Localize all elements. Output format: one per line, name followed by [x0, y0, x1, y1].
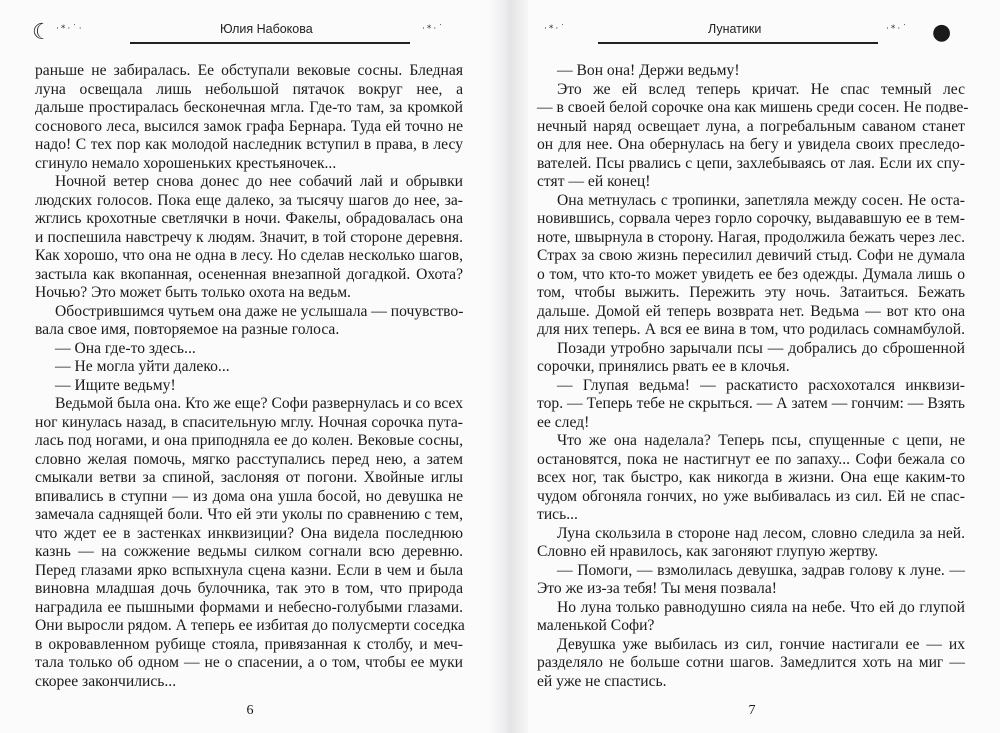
text-line: он для нее. Она обернулась на бегу и увидела своих преследо-	[537, 136, 965, 153]
text-line: что ждет ее в застенках инквизиции? Она видела последнюю	[35, 524, 463, 542]
text-line: тор. — Теперь тебе не скрыться. — А затем — гончим: — Взять	[537, 395, 965, 412]
text-line: ноте, швырнула в сторону. Нагая, продолжила бежать через лес.	[537, 228, 965, 246]
text-line: ног кинулась назад, в спасительную мглу. Ночная сорочка пута-	[35, 413, 463, 431]
text-line: маленькой Софи?	[537, 617, 655, 634]
text-line: о том, что кто-то может увидеть ее без одежды. Думала лишь о	[537, 265, 965, 283]
text-line: Страх за свою жизнь пересилил девичий стыд. Софи не думала	[537, 247, 965, 264]
text-line: — Вон она! Держи ведьму!	[557, 62, 740, 79]
stars-icon: ·*·˙	[422, 24, 445, 34]
text-line: жглись крохотные светлячки в ночи. Факелы, обрадовалась она	[35, 210, 463, 227]
left-page	[30, 0, 470, 733]
right-page	[532, 0, 972, 733]
text-line: — Ищите ведьму!	[55, 376, 176, 394]
text-line: — Помоги, — взмолилась девушка, задрав голову к луне. —	[557, 561, 965, 579]
text-line: ей уже не спастись.	[537, 672, 667, 690]
text-line: — Глупая ведьма! — раскатисто расхохотался инквизи-	[557, 376, 965, 394]
running-header	[30, 20, 470, 50]
stars-icon: ·*·˙	[544, 24, 567, 34]
text-line: и поспешила навстречу к людям. Значит, в той стороне деревня.	[35, 228, 463, 246]
text-line: стят — ей конец!	[537, 173, 651, 190]
text-line: Что же она наделала? Теперь псы, спущенные с цепи, не	[557, 432, 965, 449]
text-line: Обострившимся чутьем она даже не услышала — почувство-	[55, 302, 464, 320]
text-line: казнь — на сожжение ведьмы силком согнали всю деревню.	[35, 543, 463, 560]
stars-icon: ·*·˙	[886, 24, 909, 34]
text-line: надо! С тех пор как молодой наследник вступил в права, в лесу	[35, 136, 463, 153]
text-line: — в своей белой сорочке она как мишень среди сосен. Не подве-	[537, 99, 969, 116]
page-text	[537, 62, 969, 691]
text-line: вала свое имя, повторяемое на разные голоса.	[35, 321, 340, 338]
text-line: том, чтобы выжить. Пережить эту ночь. Затаиться. Бежать	[537, 284, 965, 301]
page-text	[35, 62, 463, 691]
text-line: для них теперь. А вся ее вина в том, что родилась сомнамбулой.	[537, 321, 965, 338]
text-line: нечный наряд освещает луна, а погребальным саваном станет	[537, 117, 965, 135]
crescent-moon-icon: ☾	[32, 20, 52, 45]
text-line: тала только об одном — не о спасении, а о том, чтобы ее муки	[35, 654, 463, 671]
text-line: Перед глазами ярко вспыхнула сцена казни. Если в чем и была	[35, 561, 463, 579]
text-line: дальше простиралась бесконечная мгла. Где-то там, за кромкой	[35, 99, 463, 116]
text-line: Позади утробно зарычали псы — добрались до сброшенной	[557, 339, 965, 357]
text-line: — Она где-то здесь...	[55, 339, 196, 357]
text-line: луна освещала лишь небольшой пятачок вокруг нее, а	[35, 80, 463, 98]
author-name: Юлия Набокова	[220, 22, 313, 36]
header-rule	[130, 42, 410, 44]
text-line: словно желая помочь, мягко расступались перед нею, а затем	[35, 450, 463, 468]
text-line: скорее закончились...	[35, 672, 177, 690]
text-line: Словно ей нравилось, как загоняют глупую жертву.	[537, 543, 879, 560]
text-line: дальше. Домой ей теперь возврата нет. Ведьма — вот кто она	[537, 302, 965, 320]
text-line: Но луна только равнодушно сияла на небе. Что ей до глупой	[557, 598, 965, 616]
text-line: разделяло не больше сотни шагов. Замедлится хоть на миг —	[537, 654, 965, 671]
text-line: сгинуло немало хорошеньких крестьяночек...	[35, 154, 337, 172]
text-line: Она метнулась с тропинки, запетляла между сосен. Не оста-	[557, 191, 965, 209]
text-line: тись...	[537, 506, 578, 523]
text-line: Это же ей вслед теперь кричат. Не спас темный лес	[557, 80, 965, 98]
text-line: остановятся, пока не настигнут ее по запаху... Софи бежала со	[537, 450, 965, 468]
text-line: замечала саднящей боли. Что ей эти уколы по сравнению с тем,	[35, 506, 463, 523]
stars-icon: ·*·˙·	[56, 24, 84, 34]
text-line: Девушка уже выбилась из сил, гончие настигали ее — их	[557, 635, 965, 653]
text-line: лась под ногами, и она приподняла ее до колен. Вековые сосны,	[35, 432, 463, 449]
text-line: — Не могла уйти далеко...	[55, 358, 230, 375]
text-line: ее след!	[537, 413, 590, 431]
text-line: застыла как вкопанная, осененная внезапной догадкой. Охота?	[35, 265, 463, 283]
text-line: всех ног, так быстро, как никогда в жизни. Она еще каким-то	[537, 469, 965, 486]
text-line: виновна младшая дочь булочника, так это в том, что природа	[35, 580, 463, 597]
text-line: Ведьмой была она. Кто же еще? Софи развернулась и со всех	[55, 395, 463, 412]
book-title: Лунатики	[708, 22, 762, 36]
text-line: в окровавленном рубище стояла, привязанная к столбу, и меч-	[35, 635, 463, 653]
text-line: впивались в ступни — из дома она ушла босой, но девушка не	[35, 487, 463, 505]
text-line: соснового леса, высился замок графа Бернара. Туда ей точно не	[35, 117, 463, 135]
text-line: Ночной ветер снова донес до нее собачий лай и обрывки	[55, 173, 463, 190]
header-rule	[598, 42, 878, 44]
text-line: Это же из-за тебя! Ты меня позвала!	[537, 580, 777, 597]
text-line: новившись, сорвала через горло сорочку, выдававшую ее в тем-	[537, 210, 965, 227]
text-line: Ночью? Это может быть только охота на ведьм.	[35, 284, 351, 301]
text-line: сорочки, принялись рвать ее в клочья.	[537, 358, 790, 375]
text-line: наградила ее пышными формами и небесно-голубыми глазами.	[35, 598, 463, 616]
full-moon-icon: ●	[932, 20, 952, 45]
text-line: чудом обгоняла гончих, но уже выбивалась из сил. Ей не спас-	[537, 487, 965, 505]
text-line: Как хорошо, что она не одна в лесу. Но сделав несколько шагов,	[35, 247, 463, 264]
text-line: вателей. Псы рвались с цепи, захлебываясь от лая. Если их спу-	[537, 154, 965, 172]
page-number: 7	[748, 703, 756, 718]
running-header	[532, 20, 972, 50]
book-spine	[488, 0, 528, 733]
text-line: раньше не забиралась. Ее обступали вековые сосны. Бледная	[35, 62, 463, 79]
text-line: Луна скользила в стороне над лесом, словно следила за ней.	[557, 524, 965, 542]
text-line: смыкали ветви за спиной, заслоняя от погони. Хвойные иглы	[35, 469, 463, 486]
text-line: Они выросли рядом. А теперь ее избитая до полусмерти соседка	[35, 617, 465, 634]
page-number: 6	[246, 703, 254, 718]
text-line: людских голосов. Пока еще далеко, за тысячу шагов до нее, за-	[35, 191, 463, 209]
